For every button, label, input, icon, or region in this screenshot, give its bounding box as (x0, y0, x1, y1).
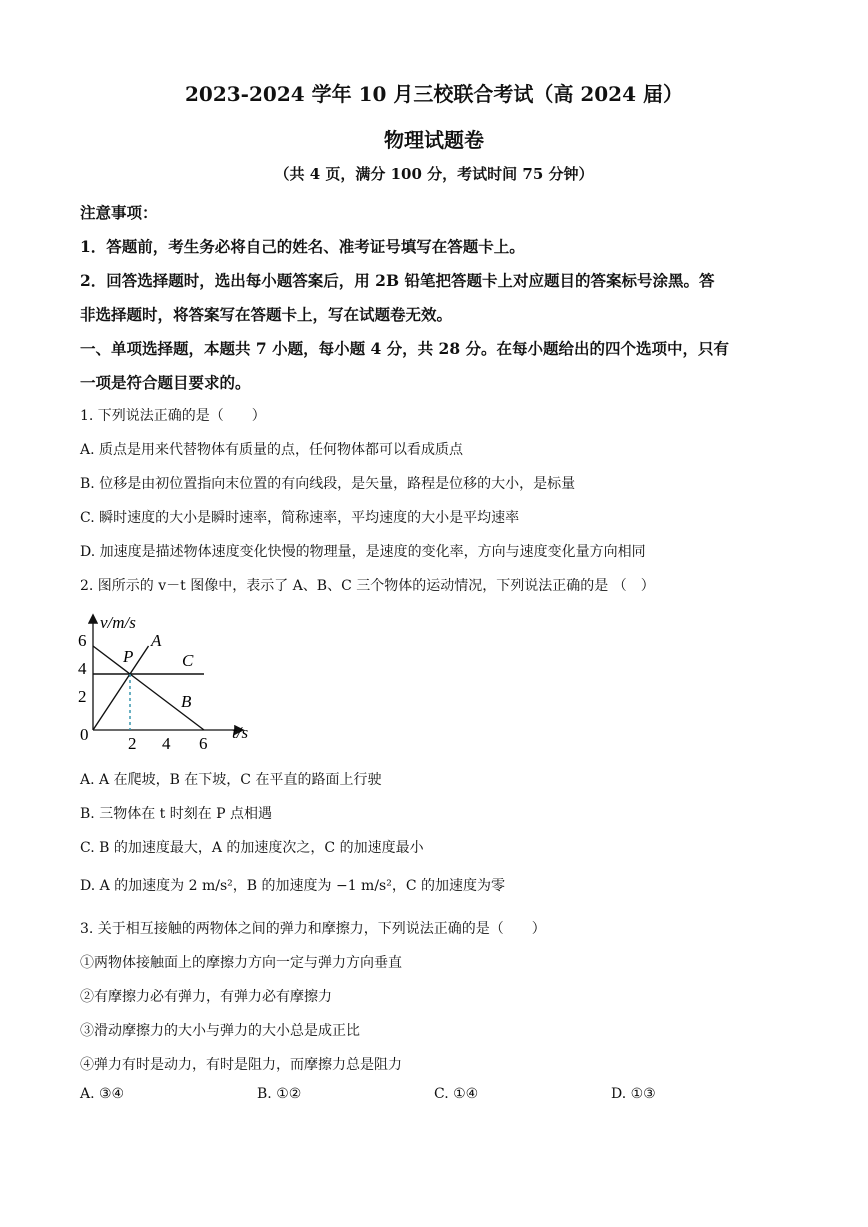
q3-statement-2: ②有摩擦力必有弹力，有弹力必有摩擦力 (80, 989, 332, 1005)
q3-statement-4: ④弹力有时是动力，有时是阻力，而摩擦力总是阻力 (80, 1057, 402, 1073)
y-tick-2: 2 (78, 687, 87, 706)
exam-title: 2023-2024 学年 10 月三校联合考试（高 2024 届） (185, 82, 683, 106)
q3-statement-1: ①两物体接触面上的摩擦力方向一定与弹力方向垂直 (80, 955, 402, 971)
q2-option-b: B. 三物体在 t 时刻在 P 点相遇 (80, 806, 273, 822)
x-axis-label: t/s (232, 723, 249, 742)
label-b: B (181, 692, 192, 711)
y-axis-label: v/m/s (100, 613, 136, 632)
q2-stem: 2. 图所示的 v－t 图像中，表示了 A、B、C 三个物体的运动情况，下列说法正确的是 （ ） (80, 578, 655, 594)
q3-option-c: C. ①④ (434, 1086, 479, 1102)
q1-option-b: B. 位移是由初位置指向末位置的有向线段，是矢量，路程是位移的大小，是标量 (80, 476, 576, 492)
origin-label: 0 (80, 725, 89, 744)
section-heading-cont: 一项是符合题目要求的。 (80, 373, 251, 392)
q1-option-d: D. 加速度是描述物体速度变化快慢的物理量，是速度的变化率，方向与速度变化量方向相同 (80, 544, 646, 560)
q3-option-d: D. ①③ (611, 1086, 656, 1102)
q3-statement-3: ③滑动摩擦力的大小与弹力的大小总是成正比 (80, 1023, 360, 1039)
vt-graph (70, 606, 270, 756)
y-tick-6: 6 (78, 631, 87, 650)
q1-option-c: C. 瞬时速度的大小是瞬时速率，简称速率，平均速度的大小是平均速率 (80, 510, 520, 526)
q2-option-a: A. A 在爬坡，B 在下坡，C 在平直的路面上行驶 (80, 772, 382, 788)
q2-option-d: D. A 的加速度为 2 m/s²，B 的加速度为 −1 m/s²，C 的加速度为零 (80, 878, 506, 894)
x-tick-4: 4 (162, 734, 171, 753)
label-a: A (151, 631, 162, 650)
section-heading: 一、单项选择题，本题共 7 小题，每小题 4 分，共 28 分。在每小题给出的四个选项中，只有 (80, 339, 730, 358)
x-tick-6: 6 (199, 734, 208, 753)
series-line-a (93, 646, 149, 730)
q2-option-c: C. B 的加速度最大，A 的加速度次之，C 的加速度最小 (80, 840, 424, 856)
notice-item-1: 1．答题前，考生务必将自己的姓名、准考证号填写在答题卡上。 (80, 237, 525, 256)
notice-item-2: 2．回答选择题时，选出每小题答案后，用 2B 铅笔把答题卡上对应题目的答案标号涂黑。答 (80, 271, 715, 290)
label-p: P (123, 647, 134, 666)
notice-heading: 注意事项： (80, 203, 158, 222)
q3-option-b: B. ①② (257, 1086, 302, 1102)
subject-title: 物理试题卷 (384, 128, 484, 152)
q3-stem: 3. 关于相互接触的两物体之间的弹力和摩擦力，下列说法正确的是（ ） (80, 921, 546, 937)
q1-option-a: A. 质点是用来代替物体有质量的点，任何物体都可以看成质点 (80, 442, 464, 458)
label-c: C (182, 651, 194, 670)
notice-item-2-cont: 非选择题时，将答案写在答题卡上，写在试题卷无效。 (80, 305, 453, 324)
q3-option-a: A. ③④ (80, 1086, 125, 1102)
exam-info: （共 4 页，满分 100 分，考试时间 75 分钟） (274, 165, 594, 183)
y-tick-4: 4 (78, 659, 87, 678)
q1-stem: 1. 下列说法正确的是（ ） (80, 408, 266, 424)
x-tick-2: 2 (128, 734, 137, 753)
